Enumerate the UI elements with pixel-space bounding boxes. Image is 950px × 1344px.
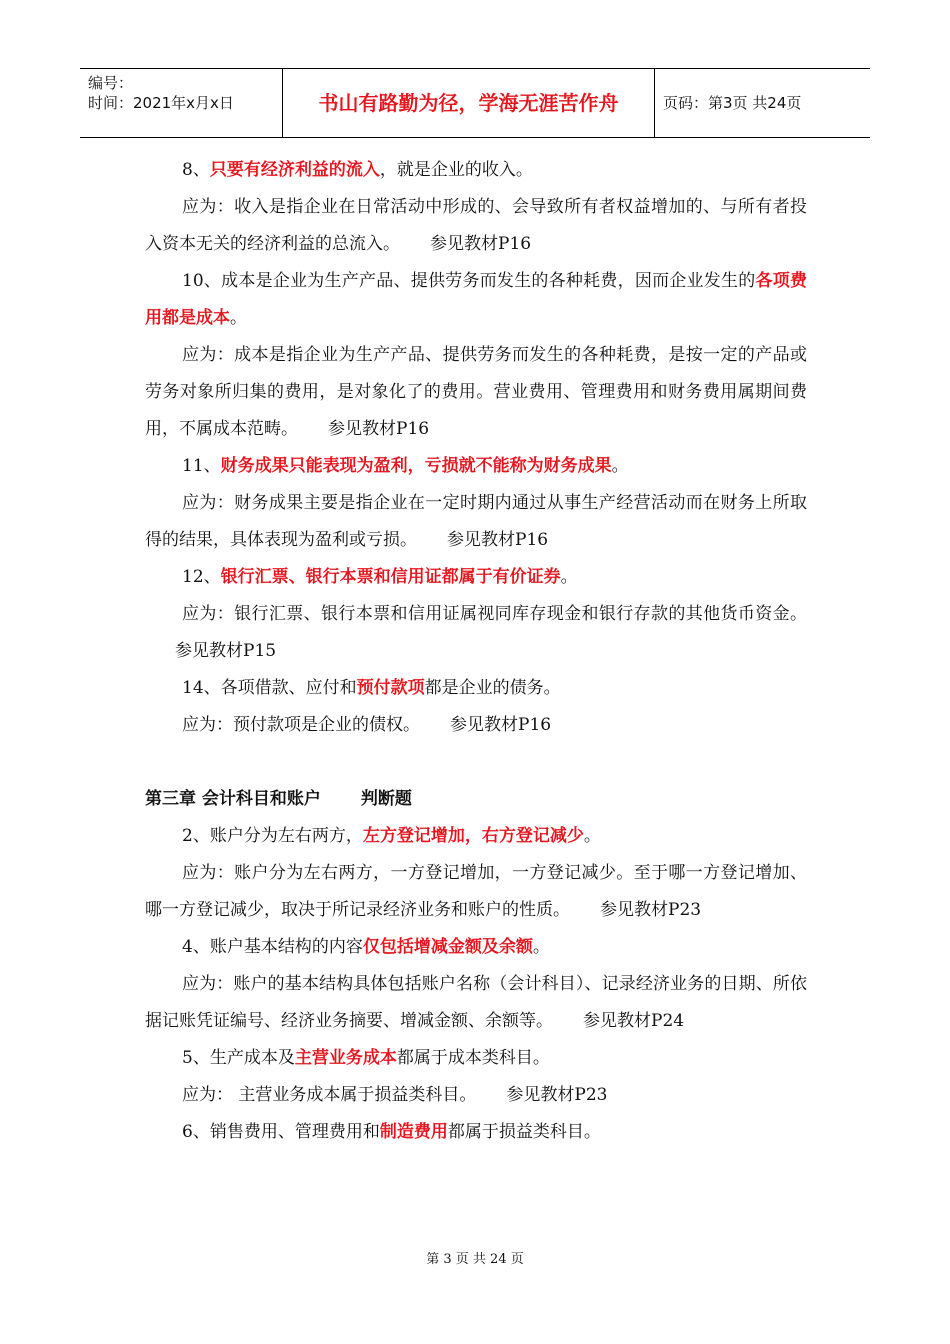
code-label: 编号： [88,74,134,92]
question-11 [145,448,807,485]
answer-text: 应为：收入是指企业在日常活动中形成的、会导致所有者权益增加的、与所有者投入资本无关的经济利益的总流入。 [145,197,807,254]
question-text: 都属于损益类科目。 [447,1122,601,1142]
textbook-reference: 参见教材P16 [450,715,552,735]
answer-text: 应为：账户分为左右两方，一方登记增加，一方登记减少。至于哪一方登记增加、哪一方登记减少，取决于所记录经济业务和账户的性质。 [145,863,807,920]
answer-10 [145,337,807,448]
textbook-reference: 参见教材P24 [583,1011,685,1031]
page-header [80,68,870,138]
question-text: 4、账户基本结构的内容 [182,937,363,957]
answer-text: 应为： 主营业务成本属于损益类科目。 [182,1085,477,1105]
answer-text: 应为：账户的基本结构具体包括账户名称（会计科目）、记录经济业务的日期、所依据记账凭证编号、经济业务摘要、增减金额、余额等。 [145,974,807,1031]
question-text: 14、各项借款、应付和 [182,678,357,698]
question-number: 11、 [182,456,221,476]
question-text: 2、账户分为左右两方， [182,826,363,846]
chapter-heading [145,781,807,818]
question-type: 判断题 [360,789,412,809]
question-text: 都属于成本类科目。 [396,1048,550,1068]
chapter3-answer-4 [145,966,807,1040]
chapter3-question-4 [145,929,807,966]
answer-12 [145,596,807,670]
error-highlight: 制造费用 [379,1122,448,1142]
question-text: ，就是企业的收入。 [379,160,533,180]
error-highlight: 仅包括增减金额及余额 [362,937,533,957]
time-label: 时间：2021年x月x日 [88,94,234,112]
question-text: 。 [583,826,601,846]
textbook-reference: 参见教材P23 [506,1085,608,1105]
error-highlight: 主营业务成本 [294,1048,397,1068]
chapter3-question-5 [145,1040,807,1077]
error-highlight: 财务成果只能表现为盈利，亏损就不能称为财务成果 [220,456,612,476]
question-text: 都是企业的债务。 [424,678,561,698]
error-highlight: 只要有经济利益的流入 [209,160,380,180]
question-text: 。 [230,308,247,328]
chapter-title: 第三章 会计科目和账户 [145,789,321,809]
question-text: 5、生产成本及 [182,1048,295,1068]
question-text: 。 [611,456,629,476]
question-text: 。 [532,937,550,957]
textbook-reference: 参见教材P15 [175,641,277,661]
answer-text: 应为：银行汇票、银行本票和信用证属视同库存现金和银行存款的其他货币资金。 [182,604,807,624]
question-8 [145,152,807,189]
page-footer: 第 3 页 共 24 页 [426,1252,524,1267]
header-motto: 书山有路勤为径，学海无涯苦作舟 [283,69,655,137]
header-left-cell [80,69,283,137]
textbook-reference: 参见教材P16 [447,530,549,550]
question-10 [145,263,807,337]
document-body [145,152,807,1151]
chapter3-answer-2 [145,855,807,929]
chapter3-answer-5 [145,1077,807,1114]
question-number: 12、 [182,567,221,587]
answer-text: 应为：财务成果主要是指企业在一定时期内通过从事生产经营活动而在财务上所取得的结果，具体表现为盈利或亏损。 [145,493,807,550]
answer-8 [145,189,807,263]
textbook-reference: 参见教材P16 [430,234,532,254]
error-highlight: 银行汇票、银行本票和信用证都属于有价证券 [220,567,561,587]
answer-14 [145,707,807,744]
question-12 [145,559,807,596]
error-highlight: 预付款项 [356,678,425,698]
question-text: 10、成本是企业为生产产品、提供劳务而发生的各种耗费，因而企业发生的 [182,271,756,291]
error-highlight: 各项费用都是成本 [145,271,807,328]
chapter3-question-2 [145,818,807,855]
textbook-reference: 参见教材P23 [600,900,702,920]
header-page-info: 页码：第3页 共24页 [663,94,802,112]
answer-text: 应为：成本是指企业为生产产品、提供劳务而发生的各种耗费，是按一定的产品或劳务对象所归集的费用，是对象化了的费用。营业费用、管理费用和财务费用属期间费用，不属成本范畴。 [145,345,807,439]
chapter3-question-6 [145,1114,807,1151]
question-text: 6、销售费用、管理费用和 [182,1122,380,1142]
question-number: 8、 [182,160,210,180]
error-highlight: 左方登记增加，右方登记减少 [362,826,584,846]
answer-text: 应为：预付款项是企业的债权。 [182,715,420,735]
question-14 [145,670,807,707]
textbook-reference: 参见教材P16 [328,419,430,439]
question-text: 。 [560,567,578,587]
answer-11 [145,485,807,559]
